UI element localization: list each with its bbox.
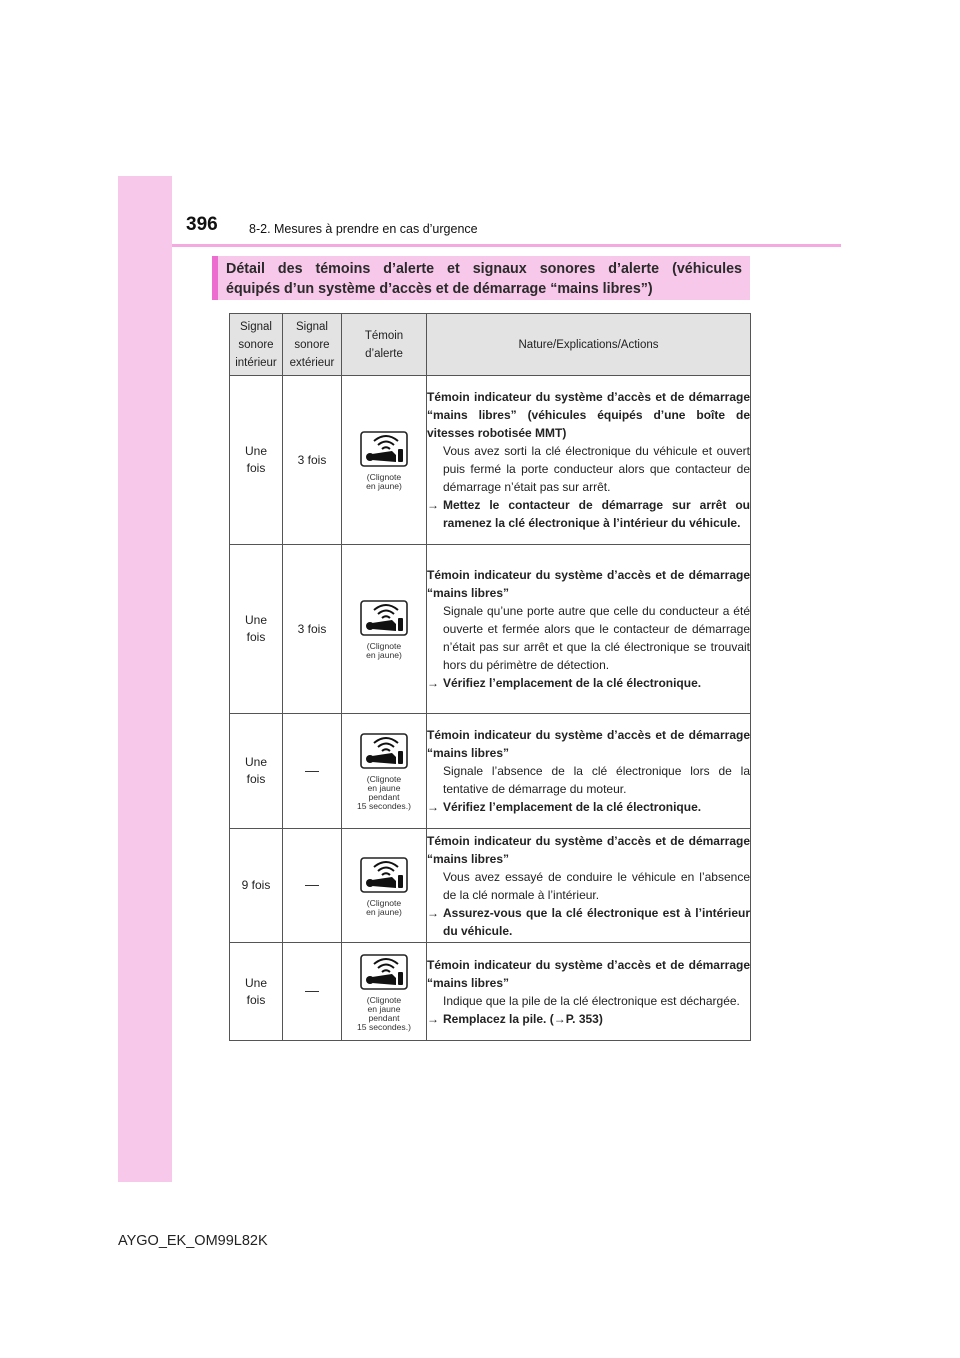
header-interior-buzzer: Signal sonore intérieur [230, 314, 283, 376]
table-row [230, 376, 751, 545]
warning-light-cell [342, 376, 427, 545]
section-title-box [212, 256, 750, 300]
indicator-description: Indique que la pile de la clé électronique est déchargée. [443, 993, 740, 1008]
header-warning-light: Témoin d’alerte [342, 314, 427, 376]
blink-note: (Clignote en jaune pendant 15 secondes.) [357, 994, 411, 1032]
indicator-description: Signale qu’une porte autre que celle du conducteur a été ouverte et fermée alors que le contacteur de démarrage n’était pas sur arrêt et que la clé électronique se trouvait hors du périmètre de détection. [443, 604, 750, 672]
exterior-buzzer-cell [283, 829, 342, 943]
table-row [230, 829, 751, 943]
smart-key-indicator-icon [360, 954, 408, 990]
blink-note: (Clignote en jaune) [366, 472, 402, 491]
nature-cell [427, 829, 751, 943]
nature-cell [427, 545, 751, 714]
indicator-title: Témoin indicateur du système d’accès et de démarrage “mains libres” [427, 833, 750, 866]
arrow-icon: → [427, 800, 439, 814]
running-header: 8-2. Mesures à prendre en cas d’urgence [249, 222, 478, 236]
section-title-line-2: équipés d’un système d’accès et de démarrage “mains libres”) [226, 281, 653, 297]
indicator-description: Signale l’absence de la clé électronique lors de la tentative de démarrage du moteur. [443, 764, 750, 796]
arrow-icon: → [427, 905, 439, 920]
dash-mark [305, 991, 319, 992]
side-tab-band [118, 176, 172, 1182]
smart-key-indicator-icon [360, 857, 408, 893]
indicator-action: → Vérifiez l’emplacement de la clé électronique. [427, 800, 702, 814]
indicator-title: Témoin indicateur du système d’accès et de démarrage “mains libres” (véhicules équipés d’une boîte de vitesses robotisée MMT) [427, 390, 750, 440]
header-nature: Nature/Explications/Actions [427, 314, 751, 376]
indicator-title: Témoin indicateur du système d’accès et de démarrage “mains libres” [427, 728, 750, 760]
table-row [230, 545, 751, 714]
indicator-action: → Mettez le contacteur de démarrage sur arrêt ou ramenez la clé électronique à l’intérieur du véhicule. [427, 498, 750, 530]
smart-key-indicator-icon [360, 431, 408, 467]
table-header-row [230, 314, 751, 376]
arrow-icon: → [427, 1011, 439, 1026]
table-row [230, 714, 751, 829]
exterior-buzzer-cell [283, 943, 342, 1041]
section-title-line-1: Détail des témoins d’alerte et signaux sonores d’alerte (véhicules [226, 261, 742, 277]
interior-buzzer-cell: Une fois [230, 714, 283, 829]
indicator-action: → Vérifiez l’emplacement de la clé électronique. [427, 676, 702, 690]
indicator-action: → Assurez-vous que la clé électronique est à l’intérieur du véhicule. [427, 905, 750, 938]
blink-note: (Clignote en jaune) [366, 641, 402, 660]
warning-light-cell [342, 943, 427, 1041]
dash-mark [305, 885, 319, 886]
indicator-description: Vous avez sorti la clé électronique du véhicule et ouvert puis fermé la porte conducteur alors que contacteur de démarrage n’était pas sur arrêt. [443, 444, 750, 494]
smart-key-indicator-icon [360, 733, 408, 769]
warning-light-cell [342, 714, 427, 829]
dash-mark [305, 771, 319, 772]
smart-key-indicator-icon [360, 600, 408, 636]
table-row [230, 943, 751, 1041]
exterior-buzzer-cell: 3 fois [283, 376, 342, 545]
exterior-buzzer-cell: 3 fois [283, 545, 342, 714]
interior-buzzer-cell: 9 fois [230, 829, 283, 943]
interior-buzzer-cell: Une fois [230, 943, 283, 1041]
interior-buzzer-cell: Une fois [230, 376, 283, 545]
warning-light-cell [342, 829, 427, 943]
nature-cell [427, 943, 751, 1041]
page-number: 396 [186, 214, 218, 235]
indicator-title: Témoin indicateur du système d’accès et de démarrage “mains libres” [427, 568, 750, 600]
nature-cell [427, 714, 751, 829]
blink-note: (Clignote en jaune pendant 15 secondes.) [357, 774, 411, 811]
indicator-title: Témoin indicateur du système d’accès et de démarrage “mains libres” [427, 957, 750, 990]
interior-buzzer-cell: Une fois [230, 545, 283, 714]
warning-light-cell [342, 545, 427, 714]
indicator-action: → Remplacez la pile. (→P. 353) [427, 1011, 603, 1026]
arrow-icon: → [427, 498, 439, 512]
blink-note: (Clignote en jaune) [366, 897, 402, 917]
nature-cell [427, 376, 751, 545]
arrow-icon: → [427, 676, 439, 690]
header-rule [172, 244, 841, 247]
exterior-buzzer-cell [283, 714, 342, 829]
warning-table [229, 313, 751, 1041]
header-exterior-buzzer: Signal sonore extérieur [283, 314, 342, 376]
indicator-description: Vous avez essayé de conduire le véhicule en l’absence de la clé normale à l’intérieur. [443, 869, 750, 902]
document-code: AYGO_EK_OM99L82K [118, 1233, 268, 1249]
